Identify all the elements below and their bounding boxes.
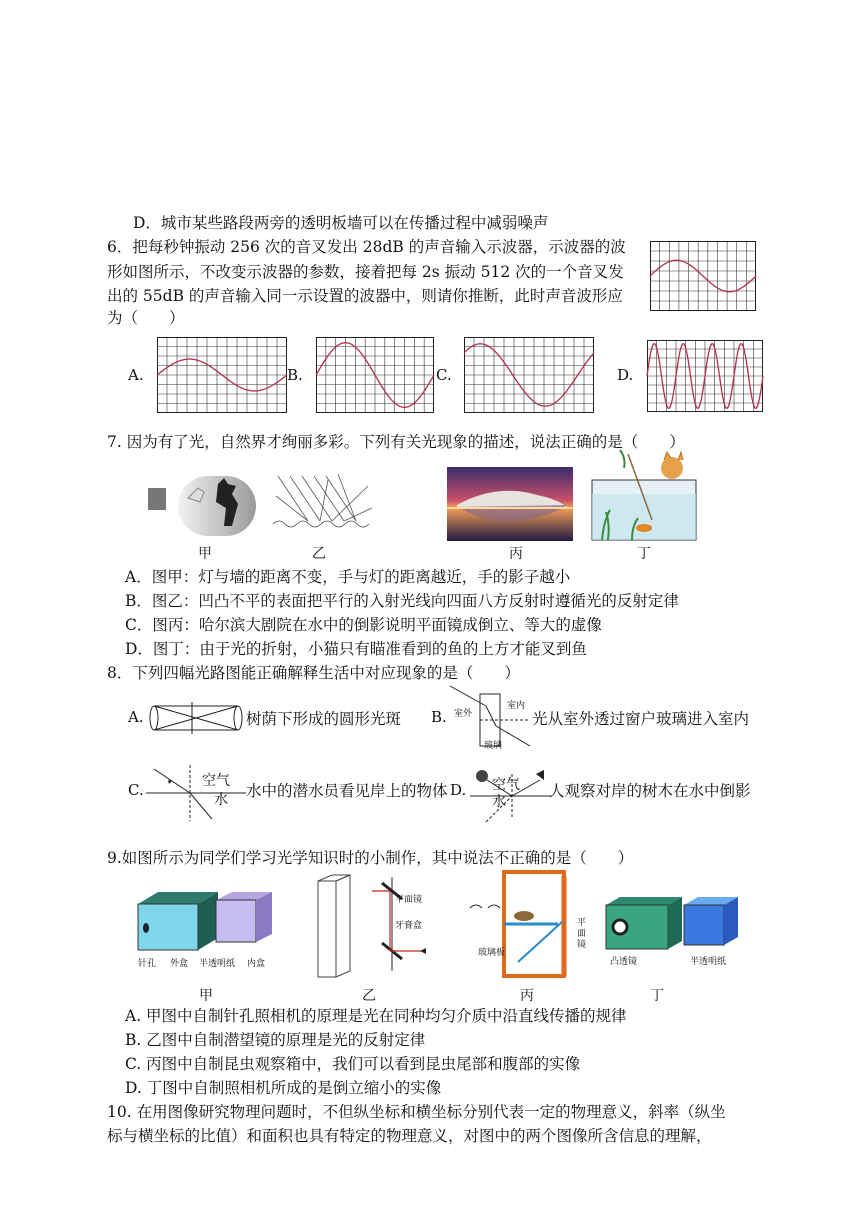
q9-jia-label-outer-box: 外盒 [170,959,189,969]
q9-option-c: C. 丙图中自制昆虫观察箱中，我们可以看到昆虫尾部和腹部的实像 [125,1055,581,1073]
q9-jia-label-pinhole: 针孔 [138,959,157,969]
q9-ding-label-translucent-paper: 半透明纸 [690,957,727,967]
q9-yi-label-mirror: 平面镜 [395,895,423,905]
q9-option-d: D. 丁图中自制照相机所成的是倒立缩小的实像 [125,1079,442,1097]
q8-b-outside-label: 室外 [454,709,473,719]
q5-option-d: D．城市某些路段两旁的透明板墙可以在传播过程中减弱噪声 [133,214,549,232]
q6-option-b-waveform [316,337,434,413]
q7-stem: 7. 因为有了光，自然界才绚丽多彩。下列有关光现象的描述，说法正确的是（ ） [107,433,685,451]
q8-label-d: D. [450,781,467,799]
q6-label-b: B. [287,366,303,384]
q7-option-a: A．图甲：灯与墙的距离不变，手与灯的距离越近，手的影子越小 [125,568,571,586]
q8-label-c: C. [128,781,144,799]
q8-label-a: A. [128,708,144,726]
q7-image-jia-hand-shadow [148,470,258,540]
q8-d-air-label: 空气 [492,777,520,793]
q9-jia-label-inner-box: 内盒 [247,959,266,969]
q8-text-c: 水中的潜水员看见岸上的物体 [246,782,448,800]
q9-bing-label-mirror: 平面镜 [577,918,587,950]
q9-option-b: B. 乙图中自制潜望镜的原理是光的反射定律 [125,1031,426,1049]
q8-d-water-label: 水 [492,794,506,810]
q6-label-c: C. [436,366,452,384]
q8-diagram-a-pinhole [148,700,244,736]
q7-option-c: C．图丙：哈尔滨大剧院在水中的倒影说明平面镜成倒立、等大的虚像 [125,616,602,634]
q8-text-a: 树荫下形成的圆形光斑 [246,710,402,728]
q8-label-b: B. [431,708,447,726]
q6-stem-line3: 出的 55dB 的声音输入同一示设置的波器中，则请你推断，此时声音波形应 [107,287,623,305]
q9-caption-ding: 丁 [650,988,664,1004]
q9-option-a: A. 甲图中自制针孔照相机的原理是光在同种均匀介质中沿直线传播的规律 [125,1007,627,1025]
q6-label-a: A. [128,366,144,384]
q8-text-d: 人观察对岸的树木在水中倒影 [549,782,751,800]
q10-stem-line2: 标与横坐标的比值）和面积也具有特定的物理意义，对图中的两个图像所含信息的理解， [107,1127,712,1145]
q9-caption-bing: 丙 [520,988,534,1004]
q9-ding-label-convex-lens: 凸透镜 [610,957,638,967]
q9-caption-jia: 甲 [199,988,213,1004]
q8-b-inside-label: 室内 [507,701,526,711]
q7-option-d: D．图丁：由于光的折射，小猫只有瞄准看到的鱼的上方才能叉到鱼 [125,640,587,658]
q6-option-d-waveform [647,340,763,412]
q8-text-b: 光从室外透过窗户玻璃进入室内 [532,710,750,728]
q8-b-glass-label: 玻璃 [484,741,503,751]
q7-option-b: B．图乙：凹凸不平的表面把平行的入射光线向四面八方反射时遵循光的反射定律 [125,592,679,610]
q7-image-bing-opera-house-reflection [447,467,573,541]
q9-bing-label-glass-plate: 玻璃板 [478,948,506,958]
q8-c-water-label: 水 [214,792,228,808]
q9-yi-label-toothpaste-box: 牙膏盒 [395,921,423,931]
q7-caption-yi: 乙 [312,546,326,562]
q9-caption-yi: 乙 [362,988,376,1004]
q9-image-bing-insect-observation-box [462,872,588,980]
q9-jia-label-translucent-paper: 半透明纸 [199,959,236,969]
q6-option-c-waveform [464,337,594,413]
q7-image-yi-diffuse-reflection [268,466,378,538]
q6-stem-line2: 形如图所示，不改变示波器的参数，接着把每 2s 振动 512 次的一个音叉发 [107,263,624,281]
q6-label-d: D. [617,366,634,384]
q6-option-a-waveform [157,337,287,413]
q7-caption-bing: 丙 [509,546,523,562]
q10-stem-line1: 10. 在用图像研究物理问题时，不但纵坐标和横坐标分别代表一定的物理意义，斜率（纵坐 [107,1103,726,1121]
q8-diagram-c-diver [146,765,246,821]
q7-caption-ding: 丁 [637,546,651,562]
q7-image-ding-cat-spearing-fish [592,448,697,541]
q9-stem: 9.如图所示为同学们学习光学知识时的小制作，其中说法不正确的是（ ） [107,849,634,867]
q8-stem: 8．下列四幅光路图能正确解释生活中对应现象的是（ ） [107,664,520,682]
q6-stem-line1: 6．把每秒钟振动 256 次的音叉发出 28dB 的声音输入示波器，示波器的波 [107,238,626,256]
q6-stem-line4: 为（ ） [107,309,185,327]
q8-c-air-label: 空气 [202,773,230,789]
q7-caption-jia: 甲 [198,546,212,562]
q6-reference-oscilloscope [650,241,756,311]
